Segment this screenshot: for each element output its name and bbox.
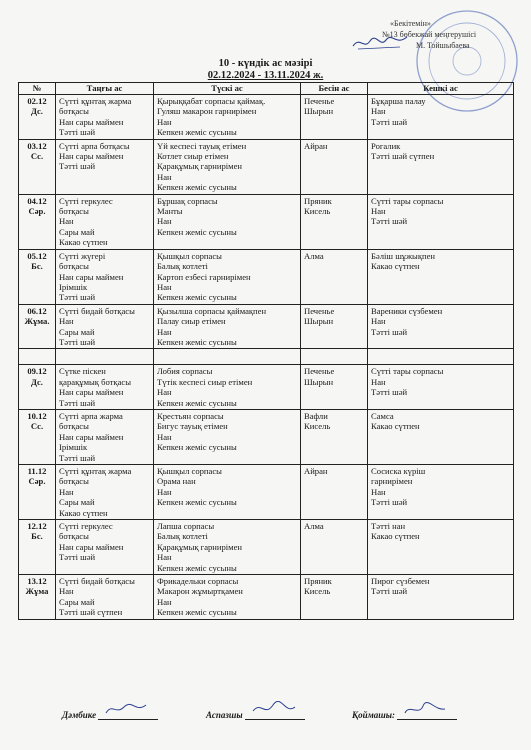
- dinner-cell: [368, 365, 514, 410]
- day-weekday: Дс.: [31, 376, 43, 387]
- table-row: [19, 465, 514, 520]
- table-row: [19, 409, 514, 464]
- dish-line: ботқасы: [59, 206, 89, 217]
- dish-line: Балық котлеті: [157, 531, 208, 542]
- table-row: [19, 304, 514, 349]
- dish-line: Кисель: [304, 206, 331, 217]
- dish-line: Нан: [157, 281, 172, 292]
- dish-line: Алма: [304, 521, 324, 532]
- dish-line: Нан: [371, 206, 386, 217]
- dish-line: Тәтті нан: [371, 521, 406, 532]
- dish-line: Сары май: [59, 497, 95, 508]
- dish-line: Кепкен жеміс сусыны: [157, 442, 237, 453]
- dish-line: Ірімшік: [59, 281, 88, 292]
- dish-line: ботқасы: [59, 421, 89, 432]
- dish-line: Қышқыл сорпасы: [157, 466, 222, 476]
- day-date: 02.12: [27, 96, 47, 106]
- dish-line: Үй кеспесі тауық етімен: [157, 140, 247, 151]
- header-dinner: Кешкі ас: [368, 83, 514, 95]
- table-row: [19, 95, 514, 140]
- dish-line: Лобия сорпасы: [157, 366, 213, 377]
- dish-line: Крестьян сорпасы: [157, 410, 224, 421]
- dish-line: Нан: [157, 326, 172, 337]
- dish-line: Тәтті шәй: [59, 452, 96, 463]
- snack-cell: [301, 575, 368, 620]
- dish-line: Сүтке піскен: [59, 366, 106, 377]
- dish-line: Бұршақ сорпасы: [157, 195, 218, 206]
- breakfast-cell: [56, 194, 154, 249]
- snack-cell: [301, 139, 368, 194]
- day-weekday: Бс.: [31, 531, 43, 542]
- dish-line: Кепкен жеміс сусыны: [157, 292, 237, 303]
- dish-line: Нан: [157, 431, 172, 442]
- day-cell: [19, 95, 56, 140]
- day-weekday: Сәр.: [28, 206, 46, 217]
- dinner-cell: [368, 409, 514, 464]
- footer-label-1: Дәмбике: [62, 710, 97, 720]
- empty-cell: [368, 349, 514, 365]
- dish-line: Нан: [371, 486, 386, 497]
- dish-line: Нан: [59, 486, 74, 497]
- dish-line: Пирог сүзбемен: [371, 576, 430, 587]
- day-weekday: Жұма.: [24, 316, 50, 327]
- dish-line: Қырыққабат сорпасы қаймақ.: [157, 96, 266, 106]
- dish-line: Кепкен жеміс сусыны: [157, 182, 237, 193]
- approval-position: №13 бөбекжай меңгерушісі: [382, 30, 477, 39]
- dish-line: Сүтті геркулес: [59, 195, 113, 206]
- footer-signatures: [0, 703, 531, 727]
- dish-line: Нан: [371, 106, 386, 117]
- dish-line: Нан сары маймен: [59, 541, 124, 552]
- menu-body: [19, 95, 514, 620]
- dish-line: Нан: [157, 116, 172, 127]
- day-weekday: Жұма: [25, 586, 49, 597]
- header-breakfast: Таңғы ас: [56, 83, 154, 95]
- dish-line: Айран: [304, 466, 328, 476]
- dish-line: Фрикадельки сорпасы: [157, 576, 239, 587]
- dish-line: ботқасы: [59, 531, 89, 542]
- dish-line: Ірімшік: [59, 442, 88, 453]
- footer-label-2: Аспазшы: [206, 710, 243, 720]
- dish-line: Сосиска күріш: [371, 466, 426, 476]
- dish-line: Түтік кеспесі сиыр етімен: [157, 376, 253, 387]
- empty-cell: [19, 349, 56, 365]
- day-weekday: Сс.: [30, 421, 44, 432]
- dish-line: Вафли: [304, 410, 328, 421]
- dish-line: Нан: [157, 387, 172, 398]
- dish-line: Сүтті арпа жарма: [59, 410, 123, 421]
- dish-line: Тәтті шәй: [59, 397, 96, 408]
- header-number: №: [19, 83, 56, 95]
- dish-line: Тәтті шәй сүтпен: [371, 151, 435, 162]
- dish-line: Какао сүтпен: [59, 237, 108, 248]
- dish-line: Тәтті шәй сүтпен: [59, 607, 123, 618]
- dish-line: Пряник: [304, 576, 332, 587]
- day-date: 13.12: [27, 576, 47, 587]
- dish-line: Тәтті шәй: [59, 127, 96, 138]
- dish-line: Какао сүтпен: [59, 507, 108, 518]
- dish-line: Сүтті тары сорпасы: [371, 195, 444, 206]
- lunch-cell: [154, 304, 301, 349]
- dish-line: Нан: [157, 216, 172, 227]
- dish-line: Кепкен жеміс сусыны: [157, 562, 237, 573]
- day-cell: [19, 139, 56, 194]
- dish-line: Сары май: [59, 326, 95, 337]
- dish-line: Нан сары маймен: [59, 116, 124, 127]
- breakfast-cell: [56, 465, 154, 520]
- dish-line: Нан сары маймен: [59, 151, 124, 162]
- footer-signature-1: [62, 709, 158, 720]
- day-date: 04.12: [27, 195, 47, 206]
- day-cell: [19, 520, 56, 575]
- dinner-cell: [368, 139, 514, 194]
- dish-line: Нан: [59, 316, 74, 327]
- empty-cell: [56, 349, 154, 365]
- dish-line: Кепкен жеміс сусыны: [157, 607, 237, 618]
- dish-line: Тәтті шәй: [371, 326, 408, 337]
- dish-line: Котлет сиыр етімен: [157, 151, 229, 162]
- dish-line: Нан: [157, 486, 172, 497]
- lunch-cell: [154, 365, 301, 410]
- director-signature: [350, 32, 410, 54]
- day-cell: [19, 409, 56, 464]
- dish-line: Кепкен жеміс сусыны: [157, 336, 237, 347]
- lunch-cell: [154, 95, 301, 140]
- dish-line: Балық котлеті: [157, 261, 208, 272]
- dish-line: Манты: [157, 206, 183, 217]
- header-lunch: Түскі ас: [154, 83, 301, 95]
- day-weekday: Сәр.: [28, 476, 46, 487]
- breakfast-cell: [56, 409, 154, 464]
- empty-cell: [154, 349, 301, 365]
- dish-line: Рогалик: [371, 140, 401, 151]
- breakfast-cell: [56, 365, 154, 410]
- dish-line: Кепкен жеміс сусыны: [157, 226, 237, 237]
- dish-line: Шырын: [304, 106, 334, 117]
- dish-line: Алма: [304, 250, 324, 261]
- dish-line: Кисель: [304, 586, 331, 597]
- dish-line: Сары май: [59, 596, 95, 607]
- dish-line: Печенье: [304, 366, 335, 377]
- dish-line: Шырын: [304, 376, 334, 387]
- dish-line: Орама нан: [157, 476, 196, 487]
- lunch-cell: [154, 520, 301, 575]
- dish-line: Нан сары маймен: [59, 271, 124, 282]
- snack-cell: [301, 194, 368, 249]
- dish-line: Сүтті геркулес: [59, 521, 113, 532]
- dinner-cell: [368, 194, 514, 249]
- week-separator-row: [19, 349, 514, 365]
- day-weekday: Дс.: [31, 106, 43, 117]
- dish-line: Кепкен жеміс сусыны: [157, 127, 237, 138]
- dish-line: гарнирімен: [371, 476, 413, 487]
- day-cell: [19, 575, 56, 620]
- table-row: [19, 194, 514, 249]
- snack-cell: [301, 520, 368, 575]
- day-cell: [19, 304, 56, 349]
- dish-line: Лапша сорпасы: [157, 521, 215, 532]
- dish-line: Тәтті шәй: [59, 292, 96, 303]
- lunch-cell: [154, 465, 301, 520]
- day-date: 10.12: [27, 410, 47, 421]
- dish-line: Сүтті бидай ботқасы: [59, 305, 135, 316]
- table-row: [19, 520, 514, 575]
- snack-cell: [301, 409, 368, 464]
- lunch-cell: [154, 139, 301, 194]
- snack-cell: [301, 95, 368, 140]
- dish-line: Тәтті шәй: [371, 497, 408, 508]
- table-row: [19, 139, 514, 194]
- snack-cell: [301, 249, 368, 304]
- table-row: [19, 365, 514, 410]
- dish-line: Сүтті бидай ботқасы: [59, 576, 135, 587]
- day-date: 03.12: [27, 140, 47, 151]
- approval-name: М. Тойшыбаева: [416, 41, 470, 50]
- breakfast-cell: [56, 95, 154, 140]
- dish-line: Тәтті шәй: [371, 387, 408, 398]
- breakfast-cell: [56, 249, 154, 304]
- dish-line: Нан: [157, 552, 172, 563]
- dish-line: Нан: [59, 216, 74, 227]
- menu-table: [18, 82, 514, 620]
- day-date: 05.12: [27, 250, 47, 261]
- dish-line: Какао сүтпен: [371, 421, 420, 432]
- table-header-row: [19, 83, 514, 95]
- dish-line: Тәтті шәй: [371, 216, 408, 227]
- dish-line: Тәтті шәй: [59, 336, 96, 347]
- lunch-cell: [154, 249, 301, 304]
- dish-line: Палау сиыр етімен: [157, 316, 226, 327]
- dish-line: Сүтті жүгері: [59, 250, 106, 261]
- day-date: 06.12: [27, 305, 47, 316]
- dinner-cell: [368, 575, 514, 620]
- dish-line: Пряник: [304, 195, 332, 206]
- day-date: 12.12: [27, 521, 47, 532]
- dish-line: Нан: [157, 596, 172, 607]
- dish-line: Сүтті құнтақ жарма: [59, 96, 132, 106]
- dish-line: Макарон жұмыртқамен: [157, 586, 243, 597]
- dish-line: Гуляш макарон гарнирімен: [157, 106, 257, 117]
- table-row: [19, 575, 514, 620]
- dish-line: Қарақұмық гарнирімен: [157, 161, 243, 172]
- snack-cell: [301, 304, 368, 349]
- dish-line: Тәтті шәй: [371, 116, 408, 127]
- dish-line: ботқасы: [59, 106, 89, 117]
- dish-line: Кисель: [304, 421, 331, 432]
- dish-line: Кепкен жеміс сусыны: [157, 397, 237, 408]
- dish-line: Нан: [371, 376, 386, 387]
- dish-line: Сүтті құнтақ жарма: [59, 466, 132, 476]
- dish-line: Нан сары маймен: [59, 387, 124, 398]
- breakfast-cell: [56, 575, 154, 620]
- footer-signature-3: [352, 709, 457, 720]
- dish-line: Какао сүтпен: [371, 531, 420, 542]
- lunch-cell: [154, 409, 301, 464]
- dish-line: Тәтті шәй: [59, 161, 96, 172]
- day-date: 11.12: [27, 466, 47, 476]
- footer-sign-line-3: [397, 709, 457, 720]
- breakfast-cell: [56, 139, 154, 194]
- footer-sign-line-2: [245, 709, 305, 720]
- dish-line: Картоп езбесі гарнирімен: [157, 271, 251, 282]
- dinner-cell: [368, 304, 514, 349]
- day-cell: [19, 465, 56, 520]
- dish-line: Тәтті шәй: [59, 552, 96, 563]
- breakfast-cell: [56, 520, 154, 575]
- dish-line: Какао сүтпен: [371, 261, 420, 272]
- day-cell: [19, 249, 56, 304]
- footer-signature-2: [206, 709, 305, 720]
- approval-heading: «Бекітемін»: [390, 19, 431, 28]
- dish-line: Нан: [157, 171, 172, 182]
- dish-line: Кепкен жеміс сусыны: [157, 497, 237, 508]
- lunch-cell: [154, 575, 301, 620]
- dinner-cell: [368, 95, 514, 140]
- dish-line: Шырын: [304, 316, 334, 327]
- dish-line: Қарақұмық гарнирімен: [157, 541, 243, 552]
- snack-cell: [301, 365, 368, 410]
- dish-line: Вареники сүзбемен: [371, 305, 443, 316]
- dinner-cell: [368, 520, 514, 575]
- dish-line: Бұқарша палау: [371, 96, 426, 106]
- dish-line: Бигус тауық етімен: [157, 421, 228, 432]
- footer-label-3: Қоймашы:: [352, 710, 396, 720]
- snack-cell: [301, 465, 368, 520]
- dish-line: Қышқыл сорпасы: [157, 250, 222, 261]
- dish-line: Бәліш шұжықпен: [371, 250, 436, 261]
- dish-line: Нан сары маймен: [59, 431, 124, 442]
- empty-cell: [301, 349, 368, 365]
- dish-line: ботқасы: [59, 261, 89, 272]
- dish-line: қарақұмық ботқасы: [59, 376, 131, 387]
- menu-period: 02.12.2024 - 13.11.2024 ж.: [207, 70, 324, 81]
- day-date: 09.12: [27, 366, 47, 377]
- menu-title: 10 - күндік ас мәзірі: [218, 58, 313, 69]
- dish-line: Нан: [371, 316, 386, 327]
- dinner-cell: [368, 249, 514, 304]
- dish-line: Сүтті арпа ботқасы: [59, 140, 130, 151]
- dish-line: Айран: [304, 140, 328, 151]
- dish-line: Тәтті шәй: [371, 586, 408, 597]
- dish-line: Қызылша сорпасы қаймақпен: [157, 305, 267, 316]
- day-weekday: Сс.: [30, 151, 44, 162]
- dish-line: Нан: [59, 586, 74, 597]
- day-weekday: Бс.: [31, 261, 43, 272]
- dish-line: Сүтті тары сорпасы: [371, 366, 444, 377]
- footer-sign-line-1: [98, 709, 158, 720]
- dish-line: Сары май: [59, 226, 95, 237]
- breakfast-cell: [56, 304, 154, 349]
- dish-line: Самса: [371, 410, 394, 421]
- lunch-cell: [154, 194, 301, 249]
- header-snack: Бесін ас: [301, 83, 368, 95]
- dish-line: ботқасы: [59, 476, 89, 487]
- table-row: [19, 249, 514, 304]
- dish-line: Печенье: [304, 305, 335, 316]
- dish-line: Печенье: [304, 96, 335, 106]
- day-cell: [19, 365, 56, 410]
- day-cell: [19, 194, 56, 249]
- dinner-cell: [368, 465, 514, 520]
